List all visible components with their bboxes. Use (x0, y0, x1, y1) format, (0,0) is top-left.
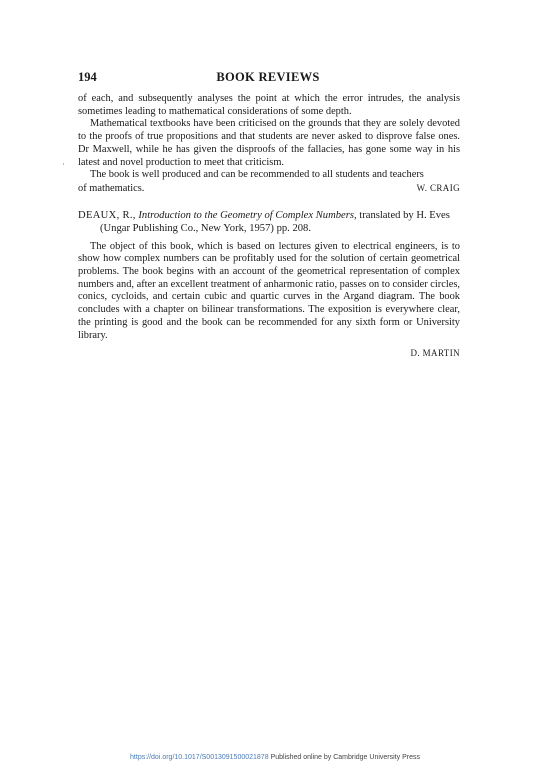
page-number: 194 (78, 70, 97, 84)
review2-author: DEAUX, R., (78, 209, 136, 221)
page-footer (0, 754, 550, 761)
review1-closing-line (78, 182, 460, 196)
running-head: BOOK REVIEWS (216, 70, 320, 84)
review1-paragraph-3-end: of mathematics. (78, 182, 145, 194)
doi-link[interactable]: https://doi.org/10.1017/S0013091500021878 (130, 754, 269, 761)
review2-book-title: Introduction to the Geometry of Complex Numbers, (138, 209, 357, 221)
review2-reviewer: D. MARTIN (410, 348, 460, 359)
review2-citation-rest: translated by H. Eves (Ungar Publishing Co., New York, 1957) pp. 208. (100, 209, 450, 234)
review1-paragraph-2: Mathematical textbooks have been criticised on the grounds that they are solely devoted to the proofs of true propositions and that students are never asked to disprove false ones. Dr Maxwell, while he has given the disproofs of the fallacies, has gone some way in his latest and novel production to meet that criticism. (78, 118, 460, 168)
review1-paragraph-3: The book is well produced and can be recommended to all students and teachers (90, 169, 424, 181)
review1-reviewer: W. CRAIG (416, 182, 460, 193)
margin-mark (63, 163, 64, 165)
page-header (78, 70, 458, 86)
review2-body: The object of this book, which is based on lectures given to electrical engineers, is to show how complex numbers can be profitably used for the solution of certain geometrical problems. The book begins with an account of the geometrical representation of complex numbers and, after an excellent treatment of anharmonic ratio, passes on to consider circles, conics, cycloids, and certain cubic and quartic curves in the Argand diagram. The book concludes with a chapter on bilinear transformations. The exposition is everywhere clear, the printing is good and the book can be recommended for any sixth form or University library. (78, 240, 460, 341)
published-note: Published online by Cambridge University Press (270, 754, 420, 761)
review1-paragraph-1: of each, and subsequently analyses the point at which the error intrudes, the analysis sometimes leading to mathematical considerations of some depth. (78, 93, 460, 117)
review2-citation (78, 209, 460, 235)
page-body (78, 93, 460, 360)
